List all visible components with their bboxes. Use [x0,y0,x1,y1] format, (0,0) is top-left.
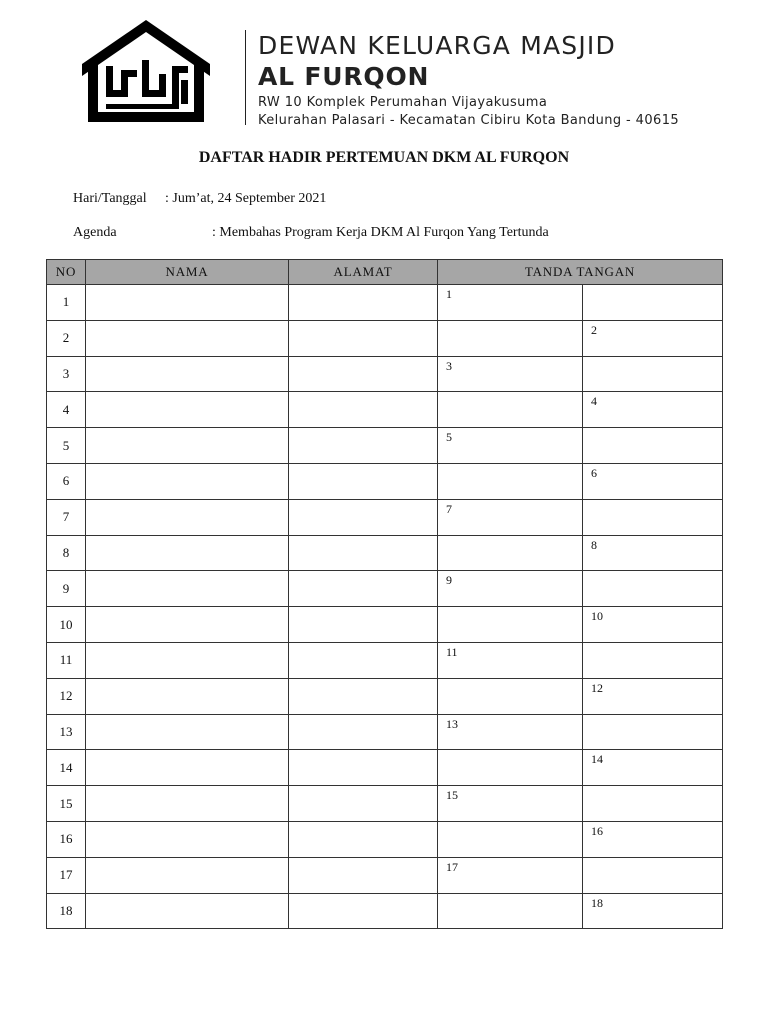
signature-cell-right[interactable]: 16 [583,821,723,857]
row-number: 10 [47,607,86,643]
row-number: 17 [47,857,86,893]
row-number: 13 [47,714,86,750]
signature-cell-right[interactable]: 4 [583,392,723,428]
nama-cell[interactable] [86,821,289,857]
row-number: 7 [47,499,86,535]
table-header-row [47,260,723,285]
signature-cell-left[interactable] [438,607,583,643]
signature-cell-left[interactable]: 5 [438,428,583,464]
row-number: 9 [47,571,86,607]
address-line2: Kelurahan Palasari - Kecamatan Cibiru Kota Bandung - 40615 [258,113,680,128]
alamat-cell[interactable] [289,893,438,929]
nama-cell[interactable] [86,428,289,464]
signature-cell-left[interactable]: 1 [438,285,583,321]
alamat-cell[interactable] [289,607,438,643]
nama-cell[interactable] [86,607,289,643]
alamat-cell[interactable] [289,499,438,535]
signature-cell-right[interactable] [583,571,723,607]
row-number: 1 [47,285,86,321]
alamat-cell[interactable] [289,535,438,571]
agenda-value: : Membahas Program Kerja DKM Al Furqon Yang Tertunda [212,225,549,240]
nama-cell[interactable] [86,285,289,321]
table-row [47,642,723,678]
nama-cell[interactable] [86,320,289,356]
header-nama: NAMA [86,260,289,285]
alamat-cell[interactable] [289,320,438,356]
header-tanda-tangan: TANDA TANGAN [438,260,723,285]
date-label: Hari/Tanggal [73,191,147,206]
signature-cell-left[interactable]: 11 [438,642,583,678]
signature-cell-right[interactable]: 10 [583,607,723,643]
row-number: 3 [47,356,86,392]
row-number: 5 [47,428,86,464]
alamat-cell[interactable] [289,642,438,678]
signature-cell-right[interactable] [583,786,723,822]
signature-cell-left[interactable]: 7 [438,499,583,535]
nama-cell[interactable] [86,571,289,607]
signature-cell-left[interactable]: 13 [438,714,583,750]
signature-cell-right[interactable]: 14 [583,750,723,786]
alamat-cell[interactable] [289,714,438,750]
signature-cell-left[interactable]: 15 [438,786,583,822]
signature-cell-left[interactable] [438,392,583,428]
nama-cell[interactable] [86,893,289,929]
signature-cell-right[interactable]: 2 [583,320,723,356]
table-row [47,607,723,643]
alamat-cell[interactable] [289,463,438,499]
masjid-logo [82,20,210,122]
signature-cell-left[interactable] [438,750,583,786]
agenda-label: Agenda [73,225,117,240]
alamat-cell[interactable] [289,750,438,786]
address-line1: RW 10 Komplek Perumahan Vijayakusuma [258,95,548,110]
signature-cell-right[interactable] [583,714,723,750]
row-number: 11 [47,642,86,678]
table-row [47,750,723,786]
alamat-cell[interactable] [289,285,438,321]
header-alamat: ALAMAT [289,260,438,285]
signature-cell-left[interactable] [438,320,583,356]
signature-cell-right[interactable] [583,642,723,678]
table-row [47,356,723,392]
org-header [258,30,679,130]
signature-cell-right[interactable]: 6 [583,463,723,499]
nama-cell[interactable] [86,714,289,750]
nama-cell[interactable] [86,356,289,392]
signature-cell-left[interactable] [438,535,583,571]
row-number: 14 [47,750,86,786]
row-number: 16 [47,821,86,857]
table-row [47,571,723,607]
nama-cell[interactable] [86,642,289,678]
row-number: 15 [47,786,86,822]
alamat-cell[interactable] [289,786,438,822]
signature-cell-left[interactable] [438,893,583,929]
org-name-line2: AL FURQON [258,62,430,91]
signature-cell-right[interactable] [583,857,723,893]
attendance-table [46,259,723,929]
nama-cell[interactable] [86,499,289,535]
alamat-cell[interactable] [289,428,438,464]
table-row [47,463,723,499]
document-title: DAFTAR HADIR PERTEMUAN DKM AL FURQON [198,149,570,166]
signature-cell-right[interactable] [583,428,723,464]
row-number: 4 [47,392,86,428]
table-row [47,428,723,464]
signature-cell-left[interactable]: 3 [438,356,583,392]
date-value: : Jum’at, 24 September 2021 [165,191,327,206]
alamat-cell[interactable] [289,392,438,428]
signature-cell-right[interactable] [583,285,723,321]
table-row [47,535,723,571]
signature-cell-right[interactable] [583,499,723,535]
signature-cell-right[interactable]: 12 [583,678,723,714]
table-row [47,786,723,822]
row-number: 6 [47,463,86,499]
signature-cell-left[interactable]: 9 [438,571,583,607]
signature-cell-left[interactable]: 17 [438,857,583,893]
header-divider [245,30,246,125]
nama-cell[interactable] [86,750,289,786]
nama-cell[interactable] [86,392,289,428]
signature-cell-left[interactable] [438,678,583,714]
nama-cell[interactable] [86,678,289,714]
signature-cell-right[interactable]: 8 [583,535,723,571]
header-no: NO [47,260,86,285]
table-row [47,821,723,857]
row-number: 8 [47,535,86,571]
table-row [47,320,723,356]
signature-cell-left[interactable] [438,463,583,499]
table-row [47,392,723,428]
nama-cell[interactable] [86,535,289,571]
nama-cell[interactable] [86,857,289,893]
table-row [47,499,723,535]
table-row [47,893,723,929]
signature-cell-right[interactable]: 18 [583,893,723,929]
signature-cell-left[interactable] [438,821,583,857]
alamat-cell[interactable] [289,571,438,607]
row-number: 2 [47,320,86,356]
table-row [47,285,723,321]
table-row [47,857,723,893]
table-row [47,678,723,714]
signature-cell-right[interactable] [583,356,723,392]
alamat-cell[interactable] [289,857,438,893]
nama-cell[interactable] [86,786,289,822]
table-row [47,714,723,750]
alamat-cell[interactable] [289,821,438,857]
row-number: 12 [47,678,86,714]
nama-cell[interactable] [86,463,289,499]
alamat-cell[interactable] [289,356,438,392]
org-name-line1: DEWAN KELUARGA MASJID [258,31,616,60]
alamat-cell[interactable] [289,678,438,714]
row-number: 18 [47,893,86,929]
